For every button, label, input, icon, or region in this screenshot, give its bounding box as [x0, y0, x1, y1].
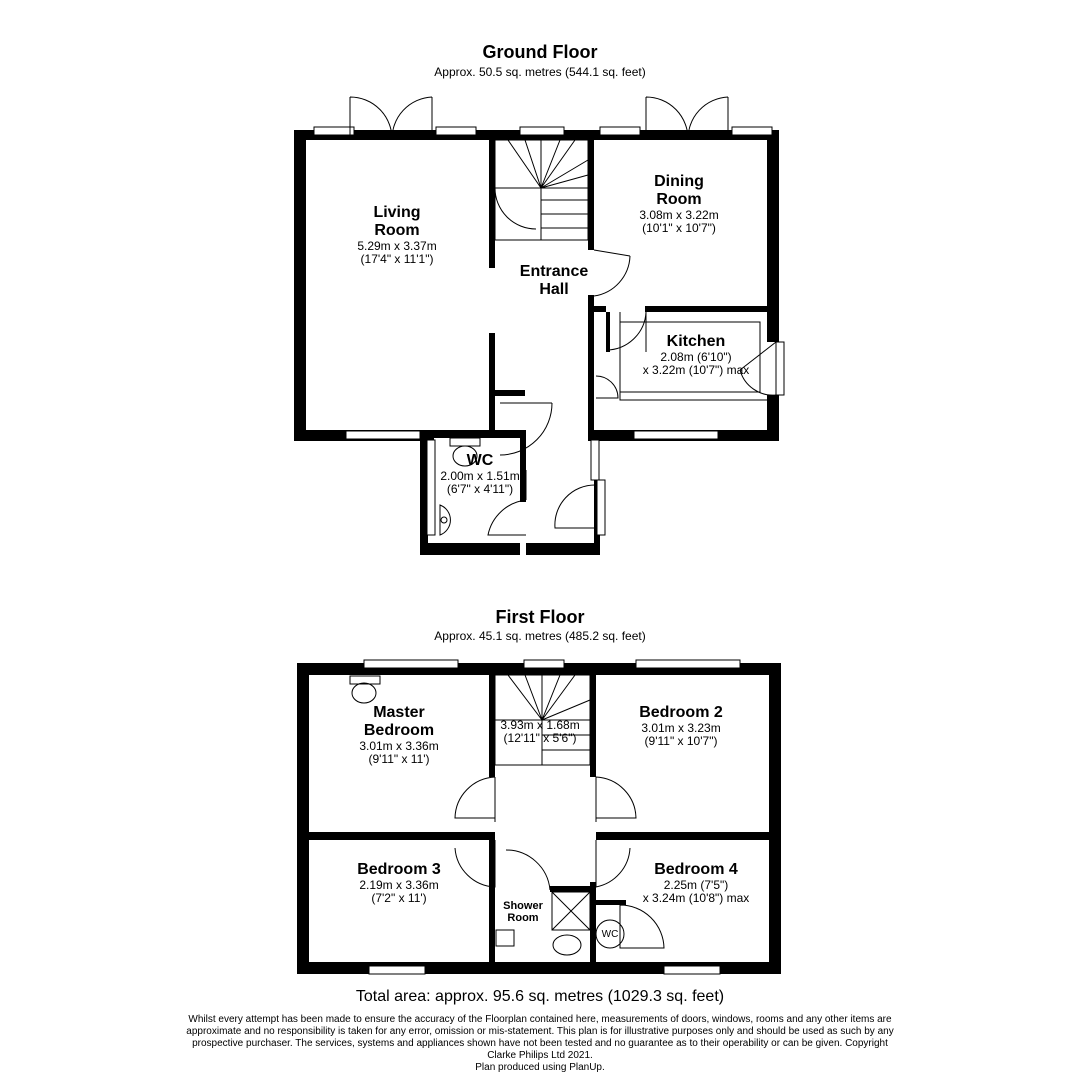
wc-label [420, 452, 540, 496]
living-room-dimensions: 5.29m x 3.37m [357, 239, 437, 253]
bedroom-2-imperial: (9'11" x 10'7") [644, 734, 718, 748]
dining-room-name-1: Dining [654, 173, 704, 190]
bedroom-4-dimensions-2: x 3.24m (10'8") max [642, 891, 750, 905]
bedroom-4-name: Bedroom 4 [654, 861, 738, 878]
bedroom-2-label [614, 704, 748, 748]
plan-credit: Plan produced using PlanUp. [475, 1062, 605, 1073]
bedroom-2-dimensions: 3.01m x 3.23m [641, 721, 721, 735]
master-bedroom-name-1: Master [373, 704, 425, 721]
bedroom-2-name: Bedroom 2 [639, 704, 723, 721]
living-room-name-1: Living [373, 204, 421, 221]
bedroom-3-name: Bedroom 3 [357, 861, 441, 878]
bedroom-3-dimensions: 2.19m x 3.36m [359, 878, 439, 892]
total-area: Total area: approx. 95.6 sq. metres (1029.3 sq. feet) [355, 988, 725, 1005]
entrance-hall-name-2: Hall [539, 281, 569, 298]
wc-imperial: (6'7" x 4'11") [446, 482, 514, 496]
first-floor-title: First Floor [495, 607, 585, 627]
ground-floor-area: Approx. 50.5 sq. metres (544.1 sq. feet) [434, 65, 646, 79]
ground-floor-title: Ground Floor [482, 42, 598, 62]
wc-dimensions: 2.00m x 1.51m [440, 469, 520, 483]
entrance-hall-label [504, 263, 604, 299]
ground-floor-fixtures [314, 97, 784, 535]
kitchen-label [624, 333, 768, 377]
shower-room-name-2: Room [507, 912, 539, 924]
living-room-label [332, 204, 462, 266]
dining-room-dimensions: 3.08m x 3.22m [639, 208, 719, 222]
dining-room-label [614, 173, 744, 235]
bedroom-4-dimensions-1: 2.25m (7'5") [663, 878, 729, 892]
shower-room-name-1: Shower [503, 900, 543, 912]
master-bedroom-name-2: Bedroom [363, 722, 435, 739]
disclaimer-text: Whilst every attempt has been made to ensure the accuracy of the Floorplan contained here, measurements of doors, windows, rooms and any other items are approximate and no responsibility is taken for any error, omission or mis-statement. This plan is for illustrative purposes only and should be used as such by any prospective purchaser. The services, systems and appliances shown have not been tested and no guarantee as to their operability or can be given. Copyright Clarke Philips Ltd 2021. [186, 1014, 894, 1061]
first-floor-area: Approx. 45.1 sq. metres (485.2 sq. feet) [434, 629, 646, 643]
kitchen-name: Kitchen [666, 333, 726, 350]
wc-name: WC [466, 452, 494, 469]
en-suite-wc-label [596, 928, 624, 941]
master-bedroom-dimensions: 3.01m x 3.36m [359, 739, 439, 753]
master-bedroom-label [334, 704, 464, 766]
kitchen-dimensions-2: x 3.22m (10'7") max [642, 363, 750, 377]
dining-room-name-2: Room [656, 191, 702, 208]
landing-dimensions: 3.93m x 1.68m [500, 718, 580, 732]
landing-imperial: (12'11" x 5'6") [503, 731, 577, 745]
bedroom-3-imperial: (7'2" x 11') [371, 891, 427, 905]
bedroom-4-label [624, 861, 768, 905]
entrance-hall-name-1: Entrance [519, 263, 589, 280]
shower-room-label [496, 900, 550, 924]
landing-label [488, 719, 592, 745]
disclaimer [180, 1014, 900, 1074]
en-suite-wc-name: WC [601, 929, 619, 940]
dining-room-imperial: (10'1" x 10'7") [642, 221, 716, 235]
bedroom-3-label [332, 861, 466, 905]
living-room-name-2: Room [374, 222, 420, 239]
master-bedroom-imperial: (9'11" x 11') [368, 752, 430, 766]
kitchen-dimensions-1: 2.08m (6'10") [660, 350, 732, 364]
living-room-imperial: (17'4" x 11'1") [360, 252, 434, 266]
